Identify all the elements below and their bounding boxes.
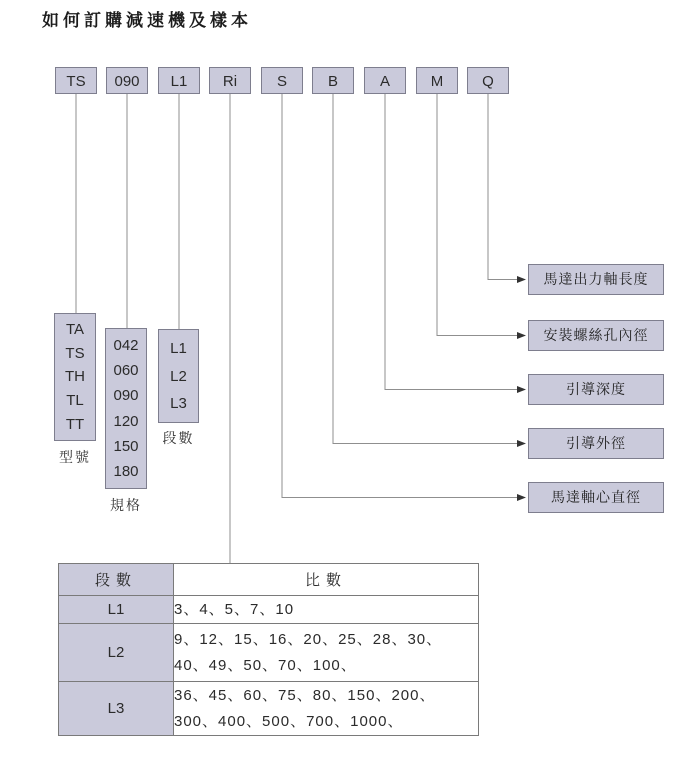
- model-option: TS: [65, 344, 85, 362]
- ratio-cell: [174, 682, 479, 736]
- model-option: TA: [65, 320, 85, 338]
- model-option: TT: [65, 416, 85, 434]
- header-ratio: 比數: [174, 564, 479, 596]
- table-row: [59, 682, 479, 736]
- arrow-screw-hole: [517, 332, 526, 339]
- table-row: [59, 624, 479, 682]
- spec-group-label: 規格: [110, 497, 142, 513]
- code-box-ratio: Ri: [209, 67, 251, 94]
- model-option: TH: [65, 368, 85, 386]
- model-options-box: [54, 313, 96, 441]
- spec-option: 120: [113, 412, 139, 430]
- line-q-to-shaft-length: [488, 94, 518, 280]
- line-m-to-screw-hole: [437, 94, 518, 336]
- desc-box-pilot-outer-diameter: 引導外徑: [528, 428, 664, 459]
- arrow-shaft-length: [517, 276, 526, 283]
- ratio-line: 9、12、15、16、20、25、28、30、: [174, 630, 443, 648]
- spec-options-box: [105, 328, 147, 489]
- stage-option: L2: [170, 367, 187, 385]
- stage-group-label: 段數: [162, 430, 195, 446]
- ratio-line: 36、45、60、75、80、150、200、: [174, 686, 436, 704]
- model-option: TL: [66, 392, 84, 410]
- stage-option: L1: [170, 340, 187, 358]
- code-box-size: 090: [106, 67, 148, 94]
- stage-options-box: [158, 329, 199, 423]
- model-group-label: 型號: [59, 449, 91, 465]
- stage-cell: L1: [59, 596, 174, 624]
- spec-option: 060: [113, 362, 139, 380]
- spec-option: 150: [113, 437, 139, 455]
- spec-option: 090: [113, 387, 139, 405]
- header-stage: 段數: [59, 564, 174, 596]
- line-s-to-shaft-diameter: [282, 94, 518, 498]
- code-box-b: B: [312, 67, 354, 94]
- page-title: 如何訂購減速機及樣本: [42, 11, 252, 30]
- code-box-s: S: [261, 67, 303, 94]
- stage-option: L3: [170, 394, 187, 412]
- code-box-series: TS: [55, 67, 97, 94]
- desc-box-motor-shaft-length: 馬達出力軸長度: [528, 264, 664, 295]
- stage-cell: L3: [59, 682, 174, 736]
- desc-box-pilot-depth: 引導深度: [528, 374, 664, 405]
- table-row: [59, 596, 479, 624]
- ratio-line: 3、4、5、7、10: [174, 600, 295, 618]
- arrow-shaft-diameter: [517, 494, 526, 501]
- code-box-m: M: [416, 67, 458, 94]
- spec-option: 180: [113, 462, 139, 480]
- ratio-cell: [174, 596, 479, 624]
- desc-box-screw-hole-diameter: 安裝螺絲孔內徑: [528, 320, 664, 351]
- desc-box-motor-shaft-diameter: 馬達軸心直徑: [528, 482, 664, 513]
- arrow-pilot-od: [517, 440, 526, 447]
- code-box-a: A: [364, 67, 406, 94]
- ratio-line: 300、400、500、700、1000、: [174, 712, 404, 730]
- code-box-stage: L1: [158, 67, 200, 94]
- arrow-pilot-depth: [517, 386, 526, 393]
- code-box-q: Q: [467, 67, 509, 94]
- ratio-table: [58, 563, 479, 736]
- ratio-line: 40、49、50、70、100、: [174, 656, 357, 674]
- line-a-to-pilot-depth: [385, 94, 518, 390]
- ratio-cell: [174, 624, 479, 682]
- table-header-row: [59, 564, 479, 596]
- stage-cell: L2: [59, 624, 174, 682]
- spec-option: 042: [113, 337, 139, 355]
- line-b-to-pilot-od: [333, 94, 518, 444]
